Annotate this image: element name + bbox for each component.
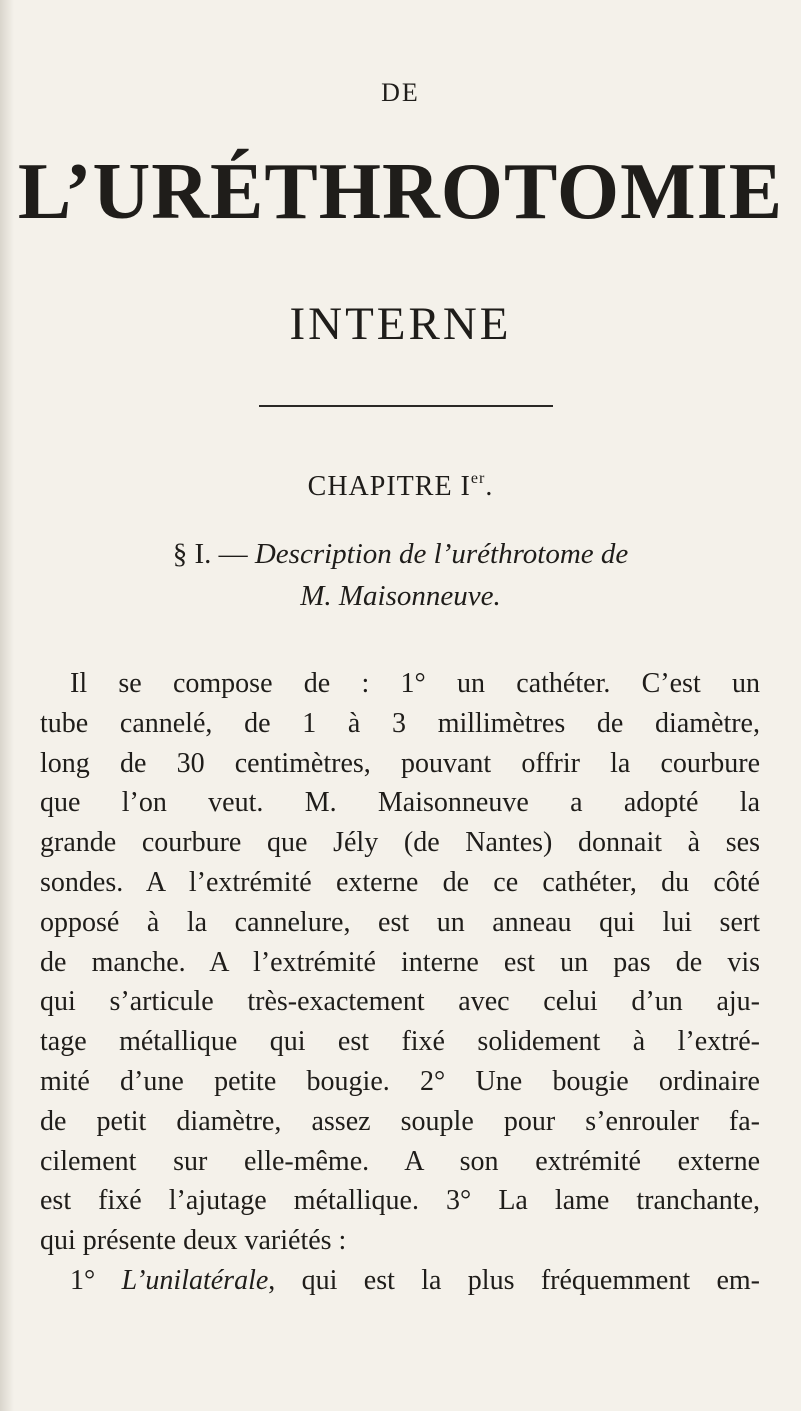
- body-line: qui s’articule très-exactement avec celui d’un aju-: [40, 986, 760, 1018]
- section-title-line-1: Description de l’uréthrotome de: [254, 538, 629, 570]
- body-line: est fixé l’ajutage métallique. 3° La lame tranchante,: [40, 1185, 760, 1217]
- section-heading: [0, 533, 801, 617]
- body-line: long de 30 centimètres, pouvant offrir la courbure: [40, 747, 760, 779]
- body-line-last: [40, 1261, 760, 1301]
- body-paragraph: [40, 664, 760, 1301]
- body-line: que l’on veut. M. Maisonneuve a adopté la: [40, 787, 760, 819]
- page-subtitle: INTERNE: [289, 298, 512, 350]
- body-line: Il se compose de : 1° un cathéter. C’est un: [70, 668, 760, 699]
- chapter-period: .: [485, 471, 494, 502]
- body-line: de manche. A l’extrémité interne est un pas de vis: [40, 946, 760, 978]
- body-line-last-italic: L’unilatérale: [121, 1264, 269, 1296]
- chapter-heading: [0, 470, 801, 503]
- title-preposition: DE: [381, 78, 420, 107]
- chapter-label: CHAPITRE I: [307, 471, 471, 502]
- section-heading-line-1: [0, 533, 801, 575]
- chapter-superscript: er: [470, 470, 486, 487]
- body-line: qui présente deux variétés :: [40, 1225, 347, 1257]
- section-title-line-2: M. Maisonneuve.: [300, 580, 501, 613]
- body-line: tube cannelé, de 1 à 3 millimètres de diamètre,: [40, 707, 760, 739]
- body-line: grande courbure que Jély (de Nantes) donnait à ses: [40, 827, 760, 859]
- body-line: sondes. A l’extrémité externe de ce cathéter, du côté: [40, 866, 760, 898]
- body-line: cilement sur elle-même. A son extrémité externe: [40, 1145, 760, 1177]
- page-title: L’URÉTHROTOMIE: [17, 148, 784, 236]
- body-line: de petit diamètre, assez souple pour s’enrouler fa-: [40, 1105, 760, 1137]
- body-line: tage métallique qui est fixé solidement à l’extré-: [40, 1026, 760, 1058]
- body-line: mité d’une petite bougie. 2° Une bougie ordinaire: [40, 1065, 760, 1097]
- section-prefix: § I. —: [172, 538, 255, 570]
- title-divider: [259, 405, 553, 407]
- body-line-last-suffix: , qui est la plus fréquemment em-: [268, 1264, 760, 1296]
- body-line-last-prefix: 1°: [70, 1264, 122, 1296]
- body-line: opposé à la cannelure, est un anneau qui lui sert: [40, 906, 760, 938]
